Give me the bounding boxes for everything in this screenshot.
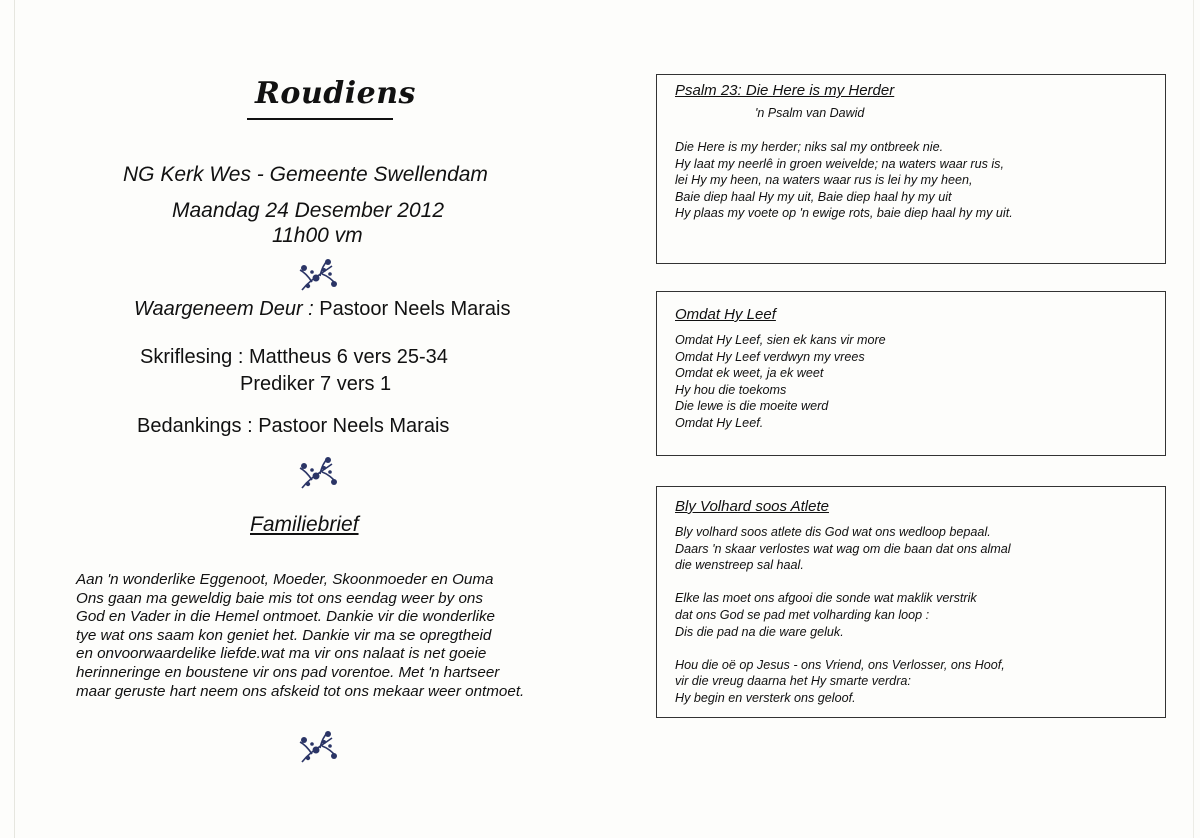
psalm-subtitle: 'n Psalm van Dawid bbox=[755, 106, 865, 120]
officiant-row bbox=[134, 298, 510, 321]
letter-line: Aan 'n wonderlike Eggenoot, Moeder, Skoonmoeder en Ouma bbox=[76, 571, 494, 588]
hymn1-text bbox=[675, 332, 886, 432]
reading-1: Mattheus 6 vers 25-34 bbox=[248, 346, 448, 368]
hymn2-title: Bly Volhard soos Atlete bbox=[675, 498, 829, 515]
fold-line bbox=[14, 0, 15, 838]
hymn2-line: Bly volhard soos atlete dis God wat ons wedloop bepaal. bbox=[675, 525, 991, 539]
hymn-box-omdat-hy-leef bbox=[656, 291, 1166, 456]
hymn2-line: Elke las moet ons afgooi die sonde wat maklik verstrik bbox=[675, 591, 977, 606]
reading-2: Prediker 7 vers 1 bbox=[240, 373, 392, 395]
hymn1-line: Omdat ek weet, ja ek weet bbox=[675, 366, 824, 381]
psalm-title: Psalm 23: Die Here is my Herder bbox=[675, 82, 895, 99]
psalm-line: Baie diep haal Hy my uit, Baie diep haal hy my uit bbox=[675, 189, 952, 204]
hymn2-line: Dis die pad na die ware geluk. bbox=[675, 624, 844, 639]
program-title: Roudiens bbox=[255, 76, 416, 111]
family-letter-text bbox=[76, 571, 586, 701]
thanks-name: Pastoor Neels Marais bbox=[258, 415, 450, 437]
title-underline bbox=[247, 118, 393, 120]
church-name: NG Kerk Wes - Gemeente Swellendam bbox=[123, 163, 488, 186]
hymn2-line: dat ons God se pad met volharding kan loop : bbox=[675, 607, 930, 622]
hymn1-title: Omdat Hy Leef bbox=[675, 306, 776, 323]
floral-ornament-icon bbox=[298, 258, 338, 294]
floral-ornament-icon bbox=[298, 456, 338, 492]
hymn2-line: Hou die oë op Jesus - ons Vriend, ons Verlosser, ons Hoof, bbox=[675, 657, 1005, 672]
hymn1-line: Die lewe is die moeite werd bbox=[675, 399, 829, 414]
letter-line: maar geruste hart neem ons afskeid tot ons mekaar weer ontmoet. bbox=[76, 682, 525, 700]
letter-line: tye wat ons saam kon geniet het. Dankie vir ma se opregtheid bbox=[76, 626, 492, 644]
hymn2-line: die wenstreep sal haal. bbox=[675, 558, 804, 573]
hymn1-line: Omdat Hy Leef verdwyn my vrees bbox=[675, 349, 865, 364]
letter-line: Ons gaan ma geweldig baie mis tot ons eendag weer by ons bbox=[76, 589, 483, 607]
hymn-box-bly-volhard bbox=[656, 486, 1166, 718]
reading-label: Skriflesing : bbox=[140, 346, 244, 368]
psalm-line: Hy laat my neerlê in groen weivelde; na waters waar rus is, bbox=[675, 156, 1004, 171]
edge-line bbox=[1193, 0, 1194, 838]
hymn2-text bbox=[675, 524, 1011, 707]
psalm-line: Die Here is my herder; niks sal my ontbreek nie. bbox=[675, 140, 944, 154]
hymn1-line: Hy hou die toekoms bbox=[675, 382, 787, 397]
hymn2-line: vir die vreug daarna het Hy smarte verdra: bbox=[675, 674, 911, 689]
letter-line: en onvoorwaardelike liefde.wat ma vir ons nalaat is net goeie bbox=[76, 645, 487, 663]
family-letter-title: Familiebrief bbox=[250, 513, 359, 536]
hymn1-line: Omdat Hy Leef, sien ek kans vir more bbox=[675, 333, 886, 347]
thanks-row bbox=[137, 415, 449, 438]
service-time: 11h00 vm bbox=[272, 224, 363, 247]
service-date: Maandag 24 Desember 2012 bbox=[172, 199, 445, 222]
letter-line: God en Vader in die Hemel ontmoet. Dankie vir die wonderlike bbox=[76, 608, 495, 626]
psalm-line: Hy plaas my voete op 'n ewige rots, baie diep haal hy my uit. bbox=[675, 206, 1013, 221]
reading-row bbox=[140, 346, 448, 369]
psalm-text bbox=[675, 139, 1013, 222]
floral-ornament-icon bbox=[298, 730, 338, 766]
hymn2-line bbox=[675, 574, 1011, 591]
officiant-label: Waargeneem Deur : bbox=[134, 298, 314, 320]
hymn2-line: Hy begin en versterk ons geloof. bbox=[675, 690, 856, 705]
hymn1-line: Omdat Hy Leef. bbox=[675, 415, 764, 430]
hymn2-line: Daars 'n skaar verlostes wat wag om die baan dat ons almal bbox=[675, 541, 1011, 556]
psalm-line: lei Hy my heen, na waters waar rus is lei hy my heen, bbox=[675, 173, 973, 188]
hymn2-line bbox=[675, 640, 1011, 657]
officiant-name: Pastoor Neels Marais bbox=[319, 298, 511, 320]
letter-line: herinneringe en boustene vir ons pad vorentoe. Met 'n hartseer bbox=[76, 663, 500, 681]
thanks-label: Bedankings : bbox=[137, 415, 253, 437]
psalm-box bbox=[656, 74, 1166, 264]
